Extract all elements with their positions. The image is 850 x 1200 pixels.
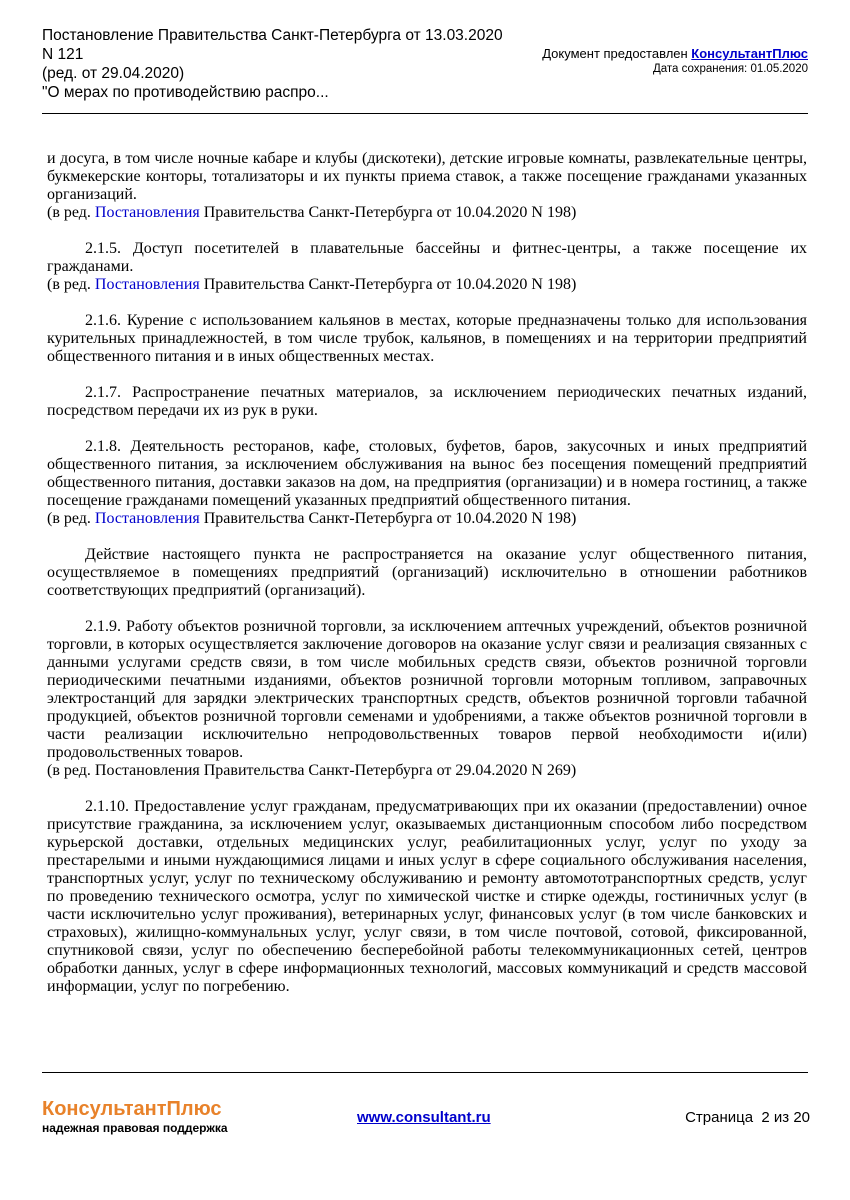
header-divider bbox=[42, 113, 808, 114]
document-body bbox=[47, 150, 807, 1014]
paragraph bbox=[47, 438, 807, 528]
edition-note: (в ред. Постановления Правительства Санкт-Петербурга от 10.04.2020 N 198) bbox=[47, 204, 577, 221]
paragraph bbox=[47, 798, 807, 996]
title-line: Постановление Правительства Санкт-Петербурга от 13.03.2020 bbox=[42, 27, 503, 44]
page-number: Страница 2 из 20 bbox=[685, 1109, 810, 1126]
paragraph-text: 2.1.5. Доступ посетителей в плавательные бассейны и фитнес-центры, а также посещение их гражданами. bbox=[47, 240, 807, 275]
footer-divider bbox=[42, 1072, 808, 1073]
paragraph bbox=[47, 240, 807, 294]
logo-slogan: надежная правовая поддержка bbox=[42, 1121, 228, 1135]
paragraph bbox=[47, 618, 807, 780]
edition-link[interactable]: Постановления bbox=[94, 510, 200, 527]
paragraph-text: 2.1.8. Деятельность ресторанов, кафе, столовых, буфетов, баров, закусочных и иных предприятий общественного питания, за исключением обслуживания на вынос без посещения помещений предприятий общественного питания, доставки заказов на дом, на предприятия (организации) и в номера гостиниц, а также посещение гражданами помещений указанных предприятий общественного питания. bbox=[47, 438, 807, 509]
save-date: Дата сохранения: 01.05.2020 bbox=[652, 63, 808, 75]
paragraph-text: 2.1.7. Распространение печатных материалов, за исключением периодических печатных изданий, посредством передачи их из рук в руки. bbox=[47, 384, 807, 419]
paragraph-text: 2.1.10. Предоставление услуг гражданам, предусматривающих при их оказании (предоставлении) очное присутствие гражданина, за исключением услуг, оказываемых дистанционным способом либо посредством курьерской доставки, отдельных медицинских услуг, реабилитационных услуг, услуг по уходу за престарелыми и иными нуждающимися лицами и иных услуг в сфере социального обслуживания населения, транспортных услуг, услуг по техническому обслуживанию и ремонту автомототранспортных средств, услуг по проведению технического осмотра, услуг по химической чистке и стирке одежды, гостиничных услуг (в части исключительно услуг проживания), ветеринарных услуг, финансовых услуг (в том числе банковских и страховых), жилищно-коммунальных услуг, услуг связи, в том числе почтовой, сотовой, фиксированной, спутниковой связи, услуг по обеспечению бесперебойной работы телекоммуникационных сетей, центров обработки данных, услуг в сфере информационных технологий, массовых коммуникаций и средств массовой информации, услуг по погребению. bbox=[47, 798, 807, 995]
edition-note: (в ред. Постановления Правительства Санкт-Петербурга от 10.04.2020 N 198) bbox=[47, 510, 577, 527]
logo-name: КонсультантПлюс bbox=[42, 1098, 222, 1120]
consultant-link[interactable]: КонсультантПлюс bbox=[691, 46, 808, 61]
provided-by-label: Документ предоставлен bbox=[542, 46, 692, 61]
paragraph bbox=[47, 546, 807, 600]
edition-link[interactable]: Постановления bbox=[94, 276, 200, 293]
paragraph-text: Действие настоящего пункта не распространяется на оказание услуг общественного питания, осуществляемое в помещениях предприятий (организаций) исключительно в отношении работников соответствующих предприятий (организаций). bbox=[47, 546, 807, 599]
document-title bbox=[42, 26, 503, 102]
title-line: (ред. от 29.04.2020) bbox=[42, 65, 185, 82]
paragraph-text: и досуга, в том числе ночные кабаре и клубы (дискотеки), детские игровые комнаты, развлекательные центры, букмекерские конторы, тотализаторы и их пункты приема ставок, а также посещение гражданами указанных организаций. bbox=[47, 150, 807, 203]
website-link[interactable]: www.consultant.ru bbox=[357, 1109, 491, 1126]
edition-link[interactable]: Постановления bbox=[94, 204, 200, 221]
edition-note: (в ред. Постановления Правительства Санкт-Петербурга от 29.04.2020 N 269) bbox=[47, 762, 577, 779]
title-line: N 121 bbox=[42, 46, 84, 63]
paragraph-text: 2.1.6. Курение с использованием кальянов в местах, которые предназначены только для использования курительных принадлежностей, в том числе трубок, кальянов, в помещениях и на территории предприятий общественного питания и в иных общественных местах. bbox=[47, 312, 807, 365]
title-line: "О мерах по противодействию распро... bbox=[42, 84, 329, 101]
paragraph bbox=[47, 150, 807, 222]
paragraph-text: 2.1.9. Работу объектов розничной торговли, за исключением аптечных учреждений, объектов розничной торговли, в которых осуществляется заключение договоров на оказание услуг связи и реализация связанных с данными услугами средств связи, в том числе мобильных средств связи, объектов розничной торговли периодическими печатными изданиями, объектов розничной торговли моторным топливом, заправочных электростанций для зарядки электрических транспортных средств, объектов розничной торговли табачной продукцией, объектов розничной торговли семенами и удобрениями, а также объектов розничной торговли в части реализации исключительно непродовольственных товаров первой необходимости и(или) продовольственных товаров. bbox=[47, 618, 807, 761]
edition-note: (в ред. Постановления Правительства Санкт-Петербурга от 10.04.2020 N 198) bbox=[47, 276, 577, 293]
paragraph bbox=[47, 384, 807, 420]
provider-info bbox=[542, 45, 808, 76]
paragraph bbox=[47, 312, 807, 366]
consultant-logo bbox=[42, 1097, 228, 1136]
